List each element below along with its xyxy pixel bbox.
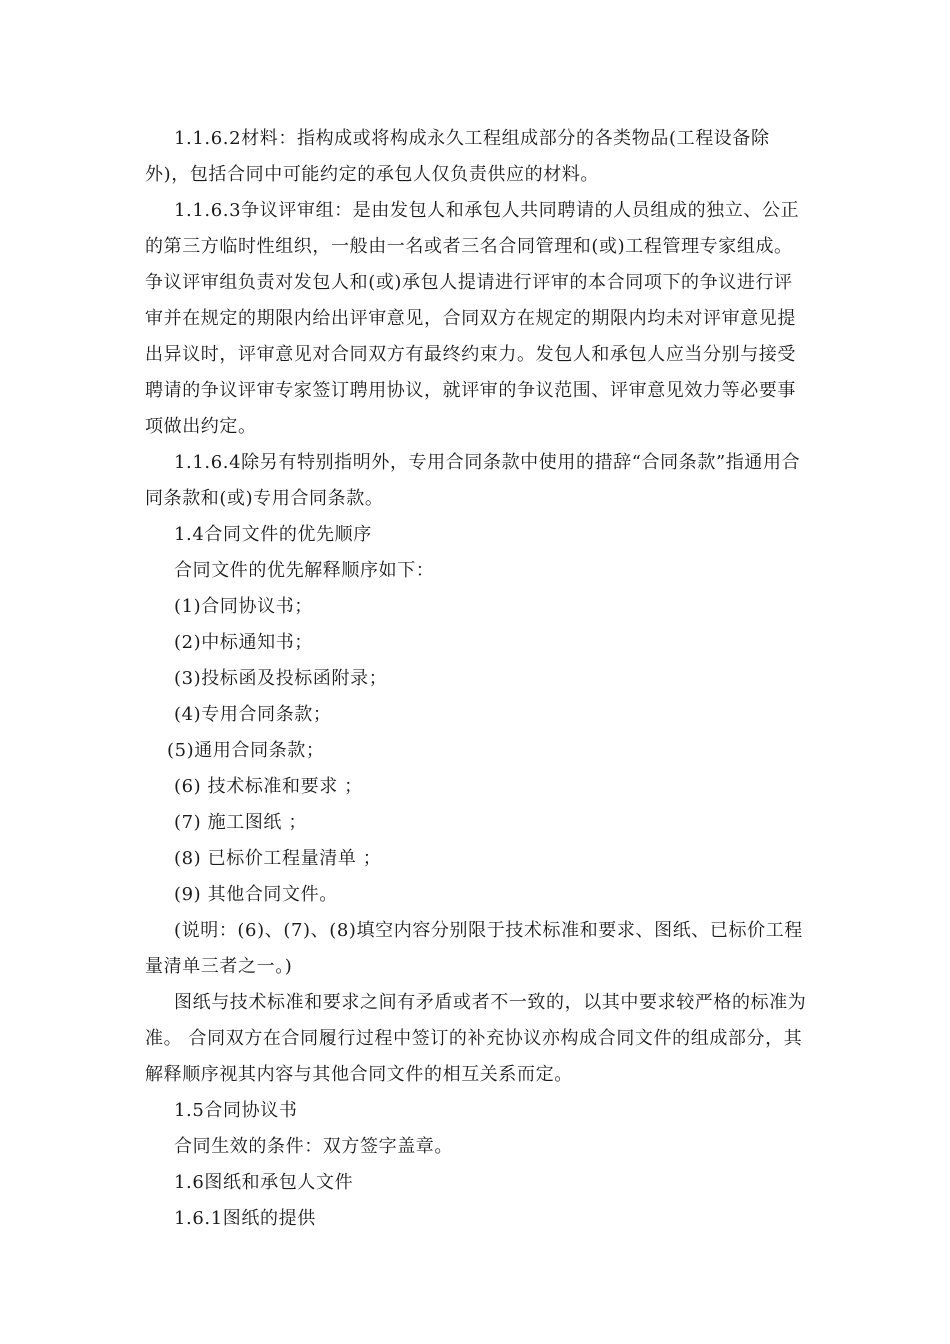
priority-item-9: (9) 其他合同文件。 [174,884,338,905]
clause-1-1-6-2: 1.1.6.2材料：指构成或将构成永久工程组成部分的各类物品(工程设备除外)，包括合同中可能约定的承包人仅负责供应的材料。 [145,128,770,185]
priority-item-2: (2)中标通知书； [174,632,313,653]
section-heading-1-6-1: 1.6.1图纸的提供 [174,1208,316,1229]
priority-item-4: (4)专用合同条款； [174,704,332,725]
priority-item-3: (3)投标函及投标函附录； [174,668,388,689]
clause-1-1-6-4: 1.1.6.4除另有特别指明外，专用合同条款中使用的措辞“合同条款”指通用合同条款和(或)专用合同条款。 [145,452,801,509]
priority-item-8: (8) 已标价工程量清单 ； [174,848,382,869]
priority-item-5: (5)通用合同条款； [167,740,325,761]
priority-item-7: (7) 施工图纸 ； [174,812,307,833]
priority-intro: 合同文件的优先解释顺序如下： [174,560,435,581]
priority-item-1: (1)合同协议书； [174,596,313,617]
clause-1-1-6-3: 1.1.6.3争议评审组：是由发包人和承包人共同聘请的人员组成的独立、公正的第三方临时性组织，一般由一名或者三名合同管理和(或)工程管理专家组成。争议评审组负责对发包人和(或)承包人提请进行评审的本合同项下的争议进行评审并在规定的期限内给出评审意见，合同双方在规定的期限内均未对评审意见提出异议时，评审意见对合同双方有最终约束力。发包人和承包人应当分别与接受聘请的争议评审专家签订聘用协议，就评审的争议范围、评审意见效力等必要事项做出约定。 [145,200,800,437]
document-body [145,121,810,1237]
agreement-effect-condition: 合同生效的条件：双方签字盖章。 [174,1136,453,1157]
section-heading-1-4: 1.4合同文件的优先顺序 [174,524,372,545]
priority-item-6: (6) 技术标准和要求 ； [174,776,363,797]
conflict-rule-paragraph: 图纸与技术标准和要求之间有矛盾或者不一致的，以其中要求较严格的标准为准。 合同双方在合同履行过程中签订的补充协议亦构成合同文件的组成部分，其解释顺序视其内容与其他合同文件的相互关系而定。 [145,992,807,1085]
section-heading-1-5: 1.5合同协议书 [174,1100,298,1121]
section-heading-1-6: 1.6图纸和承包人文件 [174,1172,354,1193]
priority-note: (说明：(6)、(7)、(8)填空内容分别限于技术标准和要求、图纸、已标价工程量清单三者之一。) [145,920,803,977]
